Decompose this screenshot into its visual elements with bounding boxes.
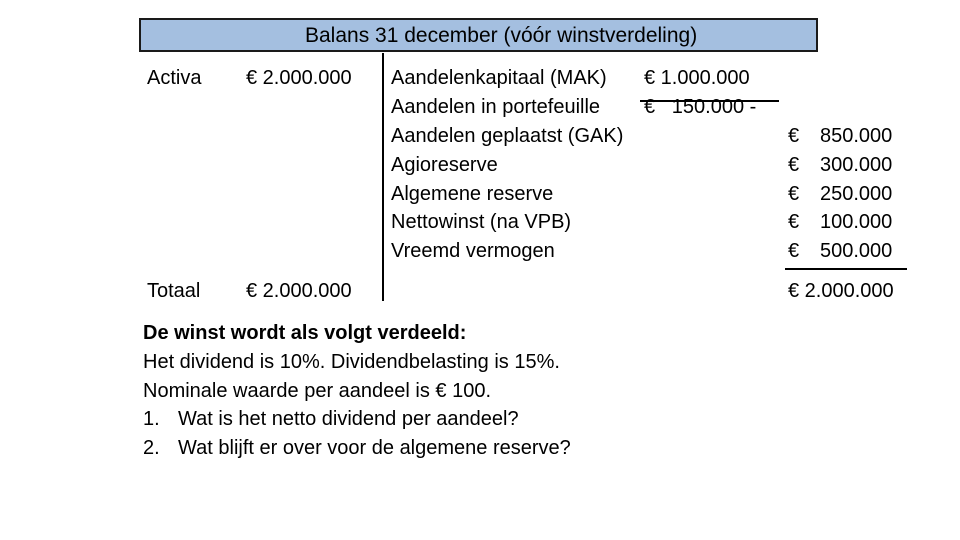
- totaal-label: Totaal: [147, 280, 201, 302]
- portefeuille-label: Aandelen in portefeuille: [391, 96, 601, 118]
- equity-row-label: Nettowinst (na VPB): [391, 211, 572, 233]
- portefeuille-value: € 150.000 -: [644, 96, 757, 118]
- equity-row-currency: €: [788, 154, 800, 176]
- t-account-divider: [382, 53, 384, 301]
- question-number: 1.: [143, 408, 160, 430]
- equity-row-currency: €: [788, 183, 800, 205]
- equity-row-currency: €: [788, 240, 800, 262]
- equity-row-label: Aandelen geplaatst (GAK): [391, 125, 624, 147]
- equity-row-value: 250.000: [820, 183, 893, 205]
- equity-row-currency: €: [788, 125, 800, 147]
- equity-row-currency: €: [788, 211, 800, 233]
- activa-value: € 2.000.000: [246, 67, 352, 89]
- equity-row-value: 300.000: [820, 154, 893, 176]
- totaal-left-value: € 2.000.000: [246, 280, 352, 302]
- equity-row-label: Agioreserve: [391, 154, 498, 176]
- question-line: Het dividend is 10%. Dividendbelasting is 15%.: [143, 351, 560, 373]
- question-text: Wat is het netto dividend per aandeel?: [178, 408, 519, 430]
- activa-label: Activa: [147, 67, 202, 89]
- question-number: 2.: [143, 437, 160, 459]
- equity-row-value: 500.000: [820, 240, 893, 262]
- balance-title: Balans 31 december (vóór winstverdeling): [305, 24, 698, 47]
- mak-label: Aandelenkapitaal (MAK): [391, 67, 607, 89]
- mak-value: € 1.000.000: [644, 67, 750, 89]
- equity-row-value: 100.000: [820, 211, 893, 233]
- equity-row-label: Vreemd vermogen: [391, 240, 555, 262]
- question-heading: De winst wordt als volgt verdeeld:: [143, 322, 467, 344]
- totaal-right-value: € 2.000.000: [788, 280, 894, 302]
- question-line: Nominale waarde per aandeel is € 100.: [143, 380, 491, 402]
- total-underline: [785, 268, 907, 270]
- question-text: Wat blijft er over voor de algemene reserve?: [178, 437, 571, 459]
- equity-row-label: Algemene reserve: [391, 183, 554, 205]
- equity-row-value: 850.000: [820, 125, 893, 147]
